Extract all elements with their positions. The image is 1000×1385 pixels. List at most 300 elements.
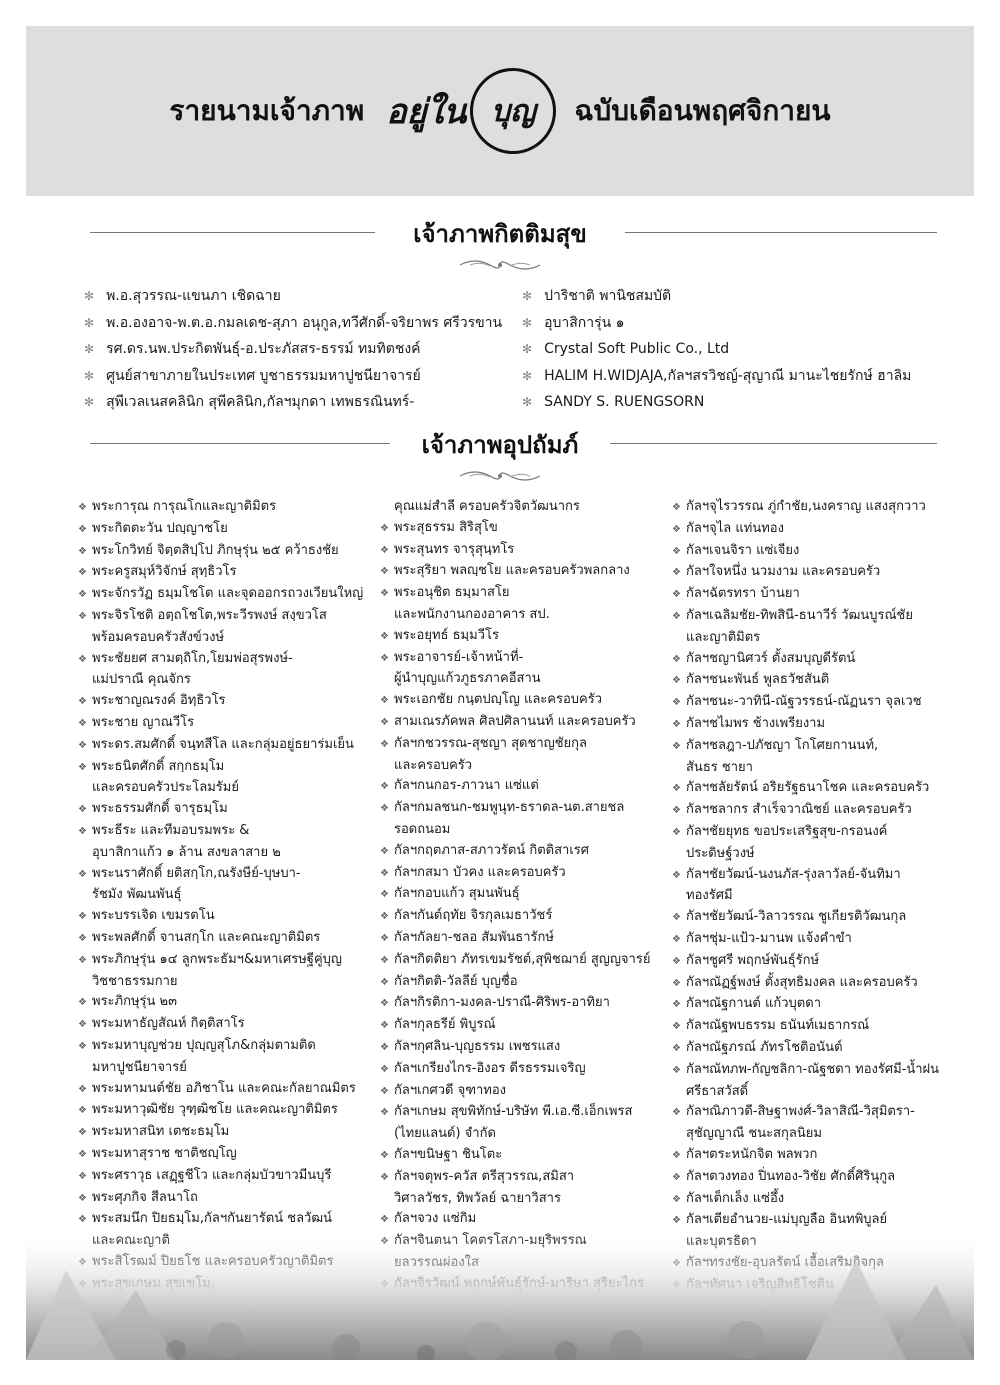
sponsor-list-item (78, 1144, 363, 1166)
diamond-bullet-icon: ❖ (78, 1214, 87, 1226)
sponsor-name: พระอนุชิต ธมฺมาสโย (394, 585, 510, 601)
diamond-bullet-icon: ❖ (672, 977, 681, 989)
diamond-bullet-icon: ❖ (672, 999, 681, 1011)
sponsor-list-item (380, 1059, 650, 1081)
header-title-right: ฉบับเดือนพฤศจิกายน (574, 94, 831, 127)
diamond-bullet-icon: ❖ (672, 545, 681, 557)
sponsor-list-item (78, 691, 363, 713)
sponsor-name: สันธร ชายา (686, 759, 753, 775)
asterisk-bullet-icon: ✻ (522, 342, 533, 356)
diamond-bullet-icon: ❖ (380, 1214, 389, 1226)
sponsor-name: กัลฯกสมา บัวคง และครอบครัว (394, 864, 566, 880)
sponsor-name: พระมหามนต์ชัย อภิชาโน และคณะกัลยาณมิตร (92, 1080, 356, 1096)
ornament-icon (455, 257, 545, 273)
diamond-bullet-icon: ❖ (380, 1063, 389, 1075)
list-item: ✻ พ.อ.สุวรรณ-แขนภา เชิดฉาย (84, 288, 281, 304)
diamond-bullet-icon: ❖ (78, 696, 87, 708)
title-rule-left (90, 232, 375, 233)
sponsor-name: พระมหาวุฒิชัย วุฑฺฒิชโย และคณะญาติมิตร (92, 1102, 338, 1118)
diamond-bullet-icon: ❖ (78, 1192, 87, 1204)
sponsor-list-item (672, 541, 939, 563)
list-item: ✻ Crystal Soft Public Co., Ltd (522, 341, 730, 357)
sponsor-name: อุบาสิกาแก้ว ๑ ล้าน สงขลาสาย ๒ (92, 844, 281, 860)
diamond-bullet-icon: ❖ (380, 781, 389, 793)
sponsor-list-item (672, 1124, 939, 1145)
diamond-bullet-icon: ❖ (380, 588, 389, 600)
sponsor-name: พระสุริยา พลญฺชโย และครอบครัวพลกลาง (394, 563, 630, 579)
sponsor-name: กัลฯณัฐกานต์ แก้วบุตดา (686, 996, 821, 1012)
sponsor-name: กัลฯณัฐภรณ์ ภัทรโชติอนันต์ (686, 1039, 843, 1055)
diamond-bullet-icon: ❖ (672, 502, 681, 513)
diamond-bullet-icon: ❖ (78, 911, 87, 923)
sponsor-name: พระอาจารย์-เจ้าหน้าที่- (394, 649, 524, 665)
sponsor-list-item (380, 1037, 650, 1059)
sponsor-list-item (672, 1102, 939, 1124)
sponsor-name: กัลฯชูศรี พฤกษ์พันธุ์รักษ์ (686, 952, 820, 968)
diamond-bullet-icon: ❖ (672, 610, 681, 622)
diamond-bullet-icon: ❖ (380, 738, 389, 750)
diamond-bullet-icon: ❖ (78, 545, 87, 557)
sponsor-list-item (672, 497, 939, 519)
sponsor-list-item (672, 1167, 939, 1189)
sponsor-name: กัลฯชัยยุทธ ขอประเสริฐสุข-กรอนงค์ (686, 823, 888, 839)
sponsor-name: พระกิตตะวัน ปญฺญาชโย (92, 520, 228, 536)
diamond-bullet-icon: ❖ (672, 826, 681, 838)
sponsor-list-item (380, 648, 650, 670)
sponsor-name: พระสมนึก ปิยธมฺโม,กัลฯกันยารัตน์ ชลวัฒน์ (92, 1211, 332, 1227)
diamond-bullet-icon: ❖ (78, 1083, 87, 1095)
asterisk-bullet-icon: ✻ (522, 395, 533, 409)
diamond-bullet-icon: ❖ (78, 825, 87, 837)
sponsor-name: พระนราศักดิ์ ยติสกฺโก,ณรังษีย์-บุษบา- (92, 865, 301, 881)
sponsor-list-item (380, 863, 650, 885)
sponsor-list-item (380, 518, 650, 540)
sponsor-name: กัลฯตวงทอง ปิ่นทอง-วิชัย ศักดิ์ศิรินุกูล (686, 1168, 896, 1184)
diamond-bullet-icon: ❖ (78, 610, 87, 622)
sponsor-list-item (78, 1100, 363, 1122)
sponsor-name: กัลฯกมลชนก-ชมพูนุท-ธราดล-นต.สายชล (394, 800, 625, 816)
sponsor-name: กัลฯจวง แซ่กิม (394, 1211, 477, 1227)
sponsor-list-item (380, 972, 650, 994)
sponsor-name: กัลฯชลฎา-ปภัชญา โกโศยกานนท์, (686, 737, 879, 753)
sponsor-list-item (672, 606, 939, 628)
diamond-bullet-icon: ❖ (672, 653, 681, 665)
sponsor-list-item (78, 992, 363, 1014)
sponsor-list-item (380, 1209, 650, 1231)
section-title-upatham (0, 425, 1000, 484)
sponsor-list-item (78, 670, 363, 691)
sponsor-list-item (78, 584, 363, 606)
sponsor-list-item (380, 1081, 650, 1103)
sponsor-list-item (672, 1060, 939, 1082)
sponsor-name: ผู้นำบุญแก้วภูธรภาคอีสาน (394, 671, 541, 687)
sponsor-name: พระมหาธัญสัณห์ กิตฺติสาโร (92, 1016, 245, 1032)
sponsor-list-item (78, 628, 363, 649)
sponsor-list-item (78, 1166, 363, 1188)
sponsor-column-2 (380, 497, 650, 1295)
sponsor-name: กัลฯฉัตรทรา บ้านยา (686, 586, 800, 602)
sponsor-name: พระธรรมศักดิ์ จารุธมฺโม (92, 801, 228, 817)
header-banner (26, 26, 974, 196)
title-rule-left (90, 443, 390, 444)
sponsor-list-item (78, 541, 363, 563)
diamond-bullet-icon: ❖ (672, 697, 681, 709)
sponsor-list-item (672, 562, 939, 584)
list-item: ✻ พ.อ.องอาจ-พ.ต.อ.กมลเดช-สุภา อนุกูล,ทวีศักดิ์-จริยาพร ศรีวรขาน (84, 314, 503, 331)
sponsor-list-item (672, 758, 939, 779)
sponsor-name: กัลฯกฤตภาส-สภาวรัตน์ กิตติสาเรศ (394, 842, 590, 858)
diamond-bullet-icon: ❖ (380, 932, 389, 944)
diamond-bullet-icon: ❖ (380, 954, 389, 966)
diamond-bullet-icon: ❖ (78, 739, 87, 751)
diamond-bullet-icon: ❖ (380, 889, 389, 901)
sponsor-list-item (380, 928, 650, 950)
sponsor-list-item (380, 906, 650, 928)
sponsor-list-item (672, 670, 939, 692)
diamond-bullet-icon: ❖ (78, 804, 87, 816)
diamond-bullet-icon: ❖ (78, 1019, 87, 1031)
sponsor-list-item (672, 628, 939, 649)
sponsor-list-item (380, 950, 650, 972)
sponsor-list-item (380, 884, 650, 906)
sponsor-name: และครอบครัวประโลมรัมย์ (92, 780, 239, 796)
diamond-bullet-icon: ❖ (78, 932, 87, 944)
sponsor-list-item (672, 1082, 939, 1103)
sponsor-name: กัลฯจตุพร-ควัส ตรีสุวรรณ,สมิสา (394, 1168, 575, 1184)
sponsor-list-item (672, 800, 939, 822)
diamond-bullet-icon: ❖ (672, 523, 681, 535)
sponsor-name: พระสุนทร จารุสุนฺทโร (394, 541, 515, 557)
diamond-bullet-icon: ❖ (672, 955, 681, 967)
title-rule-right (610, 443, 937, 444)
sponsor-name: กัลฯเกรียงไกร-อิงอร ดีรธรรมเจริญ (394, 1060, 586, 1076)
diamond-bullet-icon: ❖ (78, 589, 87, 601)
sponsor-list-item (380, 540, 650, 562)
sponsor-list-item (380, 1167, 650, 1189)
diamond-bullet-icon: ❖ (672, 567, 681, 579)
diamond-bullet-icon: ❖ (380, 695, 389, 707)
sponsor-list-item (672, 519, 939, 541)
sponsor-list-item (672, 714, 939, 736)
section-title-kitti (0, 214, 1000, 273)
sponsor-list-item (380, 820, 650, 841)
asterisk-bullet-icon: ✻ (84, 368, 95, 383)
sponsor-name: พระธีระ และทีมอบรมพระ & (92, 822, 250, 838)
asterisk-bullet-icon: ✻ (522, 315, 533, 330)
sponsor-name: ศรีธาสวัสดิ์ (686, 1083, 749, 1099)
sponsor-name: กัลฯเฉลิมชัย-ทิพสินี-ธนาวีร์ วัฒนบูรณ์ชัย (686, 607, 913, 623)
diamond-bullet-icon: ❖ (672, 1107, 681, 1119)
diamond-bullet-icon: ❖ (380, 867, 389, 879)
sponsor-list-item (672, 929, 939, 951)
sponsor-list-item (78, 885, 363, 906)
sponsor-list-item (672, 951, 939, 973)
sponsor-name: กัลฯชญานิศวร์ ตั้งสมบุญดีรัตน์ (686, 650, 856, 666)
diamond-bullet-icon: ❖ (78, 567, 87, 579)
sponsor-list-item (78, 950, 363, 972)
sponsor-name: กัลฯชัยวัฒน์-นงนภัส-รุ่งลาวัลย์-จันทิมา (686, 866, 901, 882)
sponsor-list-item (380, 669, 650, 690)
diamond-bullet-icon: ❖ (672, 805, 681, 817)
diamond-bullet-icon: ❖ (672, 1021, 681, 1033)
diamond-bullet-icon: ❖ (78, 761, 87, 773)
sponsor-list-item (672, 1016, 939, 1038)
sponsor-name: กัลฯชไมพร ช้างเพรียงาม (686, 715, 826, 731)
list-item: ✻ อุบาสิการุ่น ๑ (522, 314, 625, 331)
sponsor-name: กัลฯเตียอำนวย-แม่บุญลือ อินทพิบูลย์ (686, 1212, 888, 1228)
sponsor-list-item (380, 497, 650, 518)
title-rule-right (625, 232, 937, 233)
sponsor-name: กัลฯกนกอร-ภาวนา แซ่แต่ (394, 778, 539, 794)
sponsor-name: รัชมัง พัฒนพันธุ์ (92, 887, 182, 903)
sponsor-name: พระภิกษุรุ่น ๑๔ ลูกพระธัมฯ&มหาเศรษฐีคู่บุญ (92, 951, 342, 967)
diamond-bullet-icon: ❖ (672, 1215, 681, 1227)
sponsor-name: กัลฯณัทภพ-กัญชลิกา-ณัฐชดา ทองรัศมี-น้ำฝน (686, 1061, 940, 1077)
sponsor-name: กัลฯใจหนึ่ง นวมงาม และครอบครัว (686, 564, 881, 580)
sponsor-name: กัลฯเกศวดี จุฑาทอง (394, 1082, 507, 1098)
sponsor-name: พระโกวิทย์ จิตฺตสิปฺโป ภิกษุรุ่น ๒๕ คว้าธงชัย (92, 542, 339, 558)
sponsor-name: ทองรัศมี (686, 888, 733, 904)
sponsor-name: พระศราวุธ เสฏฺฐชีโว และกลุ่มบัวขาวมีนบุรี (92, 1167, 332, 1183)
sponsor-name: กัลฯชนะพันธ์ พูลธวัชสันติ (686, 672, 830, 688)
sponsor-list-item (78, 1122, 363, 1144)
sponsor-list-item (672, 886, 939, 907)
sponsor-list-item (380, 690, 650, 712)
sponsor-list-item (380, 841, 650, 863)
sponsor-name: กัลฯชลัยรัตน์ อริยรัฐธนาโชค และครอบครัว (686, 780, 930, 796)
diamond-bullet-icon: ❖ (380, 998, 389, 1010)
sponsor-name: กัลฯชลากร สำเร็จวาณิชย์ และครอบครัว (686, 802, 912, 818)
sponsor-name: และญาติมิตร (686, 629, 761, 645)
sponsor-name: พระบรรเจิด เขมรตโน (92, 908, 215, 924)
sponsor-name: พระพลศักดิ์ จานสกฺโก และคณะญาติมิตร (92, 929, 321, 945)
diamond-bullet-icon: ❖ (380, 803, 389, 815)
list-item: ✻ ศูนย์สาขาภายในประเทศ บูชาธรรมมหาปูชนียาจารย์ (84, 367, 421, 384)
sponsor-list-item (672, 584, 939, 606)
sponsor-list-item (78, 649, 363, 671)
diamond-bullet-icon: ❖ (672, 1193, 681, 1205)
section-title-text: เจ้าภาพอุปถัมภ์ (410, 425, 591, 464)
diamond-bullet-icon: ❖ (78, 1127, 87, 1139)
sponsor-list-item (78, 1014, 363, 1036)
diamond-bullet-icon: ❖ (380, 630, 389, 642)
sponsor-name: กัลฯณิภาวดี-สิษฐาพงศ์-วิลาสิณี-วิสุมิตรา- (686, 1104, 915, 1120)
sponsor-name: กัลฯชนะ-วาทินี-ณัฐวรรธน์-ณัฏนรา จุลเวช (686, 694, 922, 710)
sponsor-name: พระมหาบุญช่วย ปุญฺญสุโภ&กลุ่มตามติด (92, 1037, 316, 1053)
sponsor-name: รอดถนอม (394, 821, 451, 837)
sponsor-list-item (380, 626, 650, 648)
diamond-bullet-icon: ❖ (672, 718, 681, 730)
sponsor-list-item (672, 1145, 939, 1167)
sponsor-list-item (672, 1210, 939, 1232)
sponsor-list-item (78, 735, 363, 757)
sponsor-name: กัลฯกอบแก้ว สุมนพันธุ์ (394, 886, 520, 902)
sponsor-list-item (78, 821, 363, 843)
sponsor-name: ประดิษฐ์วงษ์ (686, 845, 755, 861)
logo-circle: บุญ (470, 68, 556, 154)
diamond-bullet-icon: ❖ (380, 1171, 389, 1183)
sponsor-name: วิชชาธรรมกาย (92, 973, 178, 989)
sponsor-name: กัลฯเกษม สุขพิทักษ์-บริษัท พี.เอ.ซี.เอ็กเพรส (394, 1104, 633, 1120)
sponsor-name: พระชัยยศ สามตฺถิโก,โยมพ่อสุรพงษ์- (92, 650, 293, 666)
sponsor-list-item (78, 778, 363, 799)
sponsor-list-item (78, 713, 363, 735)
diamond-bullet-icon: ❖ (672, 1149, 681, 1161)
diamond-bullet-icon: ❖ (672, 675, 681, 687)
sponsor-list-item (380, 1102, 650, 1124)
diamond-bullet-icon: ❖ (672, 1064, 681, 1076)
diamond-bullet-icon: ❖ (380, 1041, 389, 1053)
sponsor-name: แม่ปราณี คุณจักร (92, 672, 191, 688)
sponsor-list-item (380, 561, 650, 583)
sponsor-name: สามเณรภัคพล ศิลปศิลานนท์ และครอบครัว (394, 713, 636, 729)
sponsor-name: และครอบครัว (394, 757, 473, 773)
diamond-bullet-icon: ❖ (78, 653, 87, 665)
kitti-list-left (84, 283, 502, 416)
sponsor-list-item (78, 1058, 363, 1079)
sponsor-name: กัลฯจุไรวรรณ ภู่กำชัย,นงคราญ แสงสุกวาว (686, 499, 926, 514)
diamond-bullet-icon: ❖ (78, 1105, 87, 1117)
sponsor-list-item (380, 1145, 650, 1167)
list-item: ✻ สุพีเวลเนสคลินิก สุพีคลินิก,กัลฯมุกดา เทพธรณินทร์- (84, 394, 415, 410)
sponsor-list-item (380, 712, 650, 734)
sponsor-list-item (78, 757, 363, 779)
sponsor-name: กัลฯกุศลิน-บุญธรรม เพชรแสง (394, 1038, 561, 1054)
sponsor-name: กัลฯกิตติยา ภัทรเขมรัชต์,สุพิชฌาย์ สูญญจารย์ (394, 951, 651, 967)
sponsor-name: พระสุธรรม สิริสุโข (394, 519, 498, 535)
sponsor-name: กัลฯชัยวัฒน์-วิลาวรรณ ชูเกียรติวัฒนกุล (686, 909, 907, 925)
sponsor-list-item (78, 972, 363, 993)
sponsor-list-item (78, 1209, 363, 1231)
diamond-bullet-icon: ❖ (78, 523, 87, 535)
sponsor-name: กัลฯกิตติ-วัลลีย์ บุญชื่อ (394, 973, 518, 989)
sponsor-name: พร้อมครอบครัวสังข์วงษ์ (92, 629, 225, 645)
sponsor-name: พระมหาสนิท เตชะธมฺโม (92, 1124, 230, 1140)
sponsor-name: กัลฯจุไล แท่นทอง (686, 520, 784, 536)
sponsor-list-item (672, 822, 939, 844)
sponsor-name: วิศาลวัชร, ทิพวัลย์ ฉายาวิสาร (394, 1190, 561, 1206)
sponsor-list-item (78, 497, 363, 519)
diamond-bullet-icon: ❖ (672, 589, 681, 601)
diamond-bullet-icon: ❖ (672, 1042, 681, 1054)
sponsor-name: พระศุภกิจ สีลนาโถ (92, 1189, 198, 1205)
sponsor-name: พระเอกชัย กนฺตปญฺโญ และครอบครัว (394, 692, 602, 708)
sponsor-name: กัลฯกชวรรณ-สุชญา สุดชาญชัยกุล (394, 735, 587, 751)
sponsor-name: กัลฯชุ่ม-แป้ว-มานพ แจ้งคำขำ (686, 930, 852, 946)
list-item: ✻ SANDY S. RUENGSORN (522, 394, 705, 410)
list-item: ✻ HALIM H.WIDJAJA,กัลฯสรวิชญ์-สุญาณี มานะไชยรักษ์ ฮาลิม (522, 367, 912, 384)
sponsor-name: พระอยุทธ์ ธมฺมวีโร (394, 627, 499, 643)
sponsor-list-item (672, 907, 939, 929)
sponsor-list-item (672, 1038, 939, 1060)
sponsor-name: กัลฯณัฐพบธรรม ธนันท์เมธากรณ์ (686, 1018, 870, 1034)
asterisk-bullet-icon: ✻ (522, 289, 533, 303)
sponsor-list-item (78, 843, 363, 864)
asterisk-bullet-icon: ✻ (84, 315, 95, 330)
sponsor-list-item (380, 734, 650, 756)
header-title-left: รายนามเจ้าภาพ (169, 94, 365, 127)
sponsor-name: กัลฯเจนจิรา แซ่เจียง (686, 542, 800, 558)
diamond-bullet-icon: ❖ (380, 652, 389, 664)
logo-text: อยู่ใน (386, 92, 467, 132)
sponsor-list-item (672, 736, 939, 758)
sponsor-name: พระมหาสุราช ชาติชญฺโญ (92, 1145, 237, 1161)
sponsor-name: กัลฯณัฏฐ์พงษ์ ตั้งสุทธิมงคล และครอบครัว (686, 974, 918, 990)
sponsor-name: พระจิรโชติ อตฺถโชโต,พระวีรพงษ์ สงฺขวโส (92, 607, 327, 623)
sponsor-name: สุชัญญาณี ชนะสกุลนิยม (686, 1126, 822, 1142)
sponsor-list-item (380, 605, 650, 626)
diamond-bullet-icon: ❖ (380, 1149, 389, 1161)
diamond-bullet-icon: ❖ (380, 1020, 389, 1032)
kitti-list-right (522, 283, 911, 416)
sponsor-list-item (672, 649, 939, 671)
diamond-bullet-icon: ❖ (672, 869, 681, 881)
section-title-text: เจ้าภาพกิตติมสุข (401, 214, 598, 253)
sponsor-name: กัลฯขนิษฐา ชินโตะ (394, 1146, 503, 1162)
asterisk-bullet-icon: ✻ (522, 368, 533, 383)
diamond-bullet-icon: ❖ (380, 716, 389, 728)
list-item: ✻ ปาริชาติ พานิชสมบัติ (522, 288, 672, 304)
sponsor-list-item (78, 928, 363, 950)
sponsor-list-item (672, 692, 939, 714)
sponsor-name: พระจักรวัฏ ธมฺมโชโต และจุดออกรถวงเวียนใหญ่ (92, 586, 364, 602)
sponsor-list-item (380, 756, 650, 777)
diamond-bullet-icon: ❖ (78, 1170, 87, 1182)
diamond-bullet-icon: ❖ (78, 717, 87, 729)
sponsor-list-item (78, 519, 363, 541)
diamond-bullet-icon: ❖ (672, 933, 681, 945)
crystal-decoration-image (26, 1230, 974, 1360)
diamond-bullet-icon: ❖ (78, 997, 87, 1009)
sponsor-list-item (78, 799, 363, 821)
sponsor-list-item (672, 778, 939, 800)
sponsor-name: พระธนิตศักดิ์ สกฺกธมฺโม (92, 758, 225, 774)
sponsor-column-3 (672, 497, 939, 1296)
ornament-icon (455, 468, 545, 484)
sponsor-list-item (380, 583, 650, 605)
diamond-bullet-icon: ❖ (380, 544, 389, 556)
sponsor-name: พระครูสมุห์วิจักษ์ สุทฺธิวโร (92, 564, 237, 580)
diamond-bullet-icon: ❖ (78, 502, 87, 513)
diamond-bullet-icon: ❖ (672, 783, 681, 795)
sponsor-list-item (672, 844, 939, 865)
sponsor-list-item (78, 1188, 363, 1210)
sponsor-list-item (78, 562, 363, 584)
diamond-bullet-icon: ❖ (380, 566, 389, 578)
sponsor-name: พระการุณ การุณโกและญาติมิตร (92, 499, 277, 514)
sponsor-list-item (78, 906, 363, 928)
sponsor-name: กัลฯกันต์ฤทัย จิรกุลเมธาวัชร์ (394, 908, 553, 924)
sponsor-list-item (672, 1189, 939, 1211)
sponsor-list-item (78, 606, 363, 628)
diamond-bullet-icon: ❖ (380, 1085, 389, 1097)
diamond-bullet-icon: ❖ (672, 912, 681, 924)
asterisk-bullet-icon: ✻ (84, 342, 95, 356)
diamond-bullet-icon: ❖ (380, 522, 389, 534)
sponsor-list-item (78, 864, 363, 886)
sponsor-name: พระภิกษุรุ่น ๒๓ (92, 994, 178, 1010)
sponsor-list-item (380, 1015, 650, 1037)
sponsor-name: กัลฯกัลยา-ชลอ สัมพันธารักษ์ (394, 929, 554, 945)
sponsor-column-1 (78, 497, 363, 1295)
sponsor-list-item (672, 865, 939, 887)
diamond-bullet-icon: ❖ (380, 1107, 389, 1119)
sponsor-name: และพนักงานกองอาคาร สป. (394, 606, 550, 622)
sponsor-name: กัลฯกิรติกา-มงคล-ปราณี-ศิริพร-อาทิยา (394, 995, 610, 1011)
diamond-bullet-icon: ❖ (78, 1148, 87, 1160)
sponsor-name: กัลฯตระหนักจิต พลพวก (686, 1146, 818, 1162)
sponsor-name: (ไทยแลนด์) จำกัด (394, 1126, 496, 1142)
